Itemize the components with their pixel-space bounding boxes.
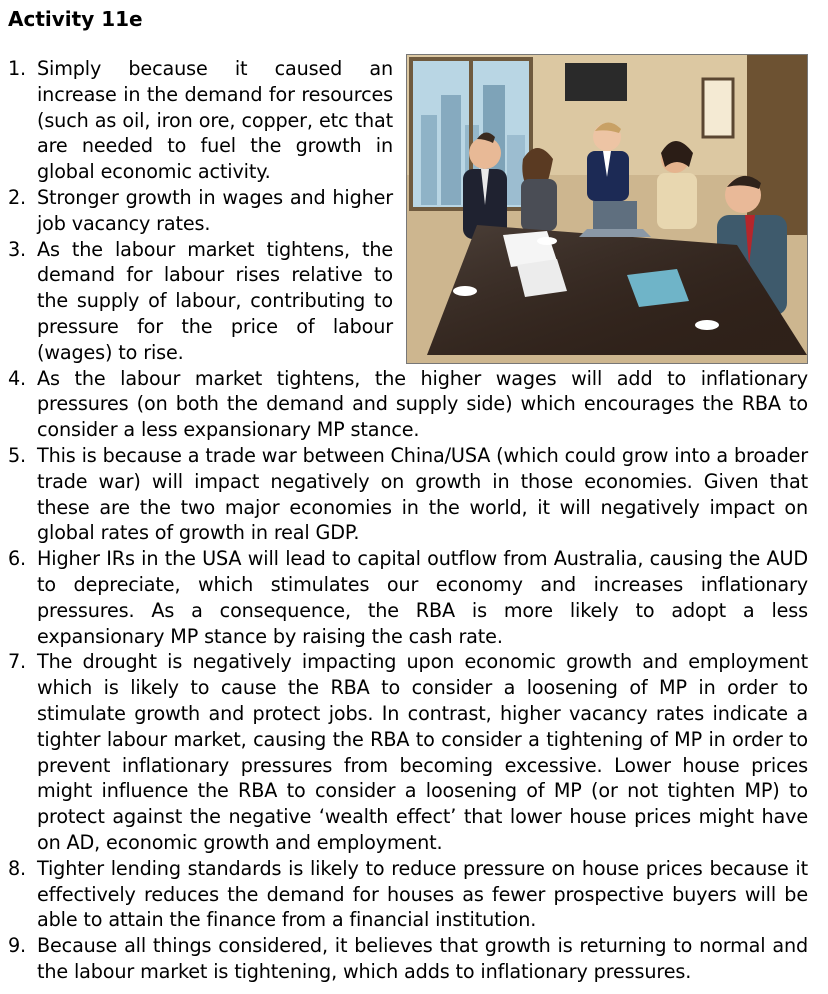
item-text: As the labour market tightens, the higher wages will add to inflationary pressures (on both the demand and supply side) which encourages the RBA to consider a less expansionary MP stance. bbox=[37, 366, 808, 442]
activity-title: Activity 11e bbox=[8, 7, 143, 31]
list-item bbox=[8, 237, 393, 366]
item-text: Tighter lending standards is likely to reduce pressure on house prices because it effectively reduces the demand for houses as fewer prospective buyers will be able to attain the finance from a financial institution. bbox=[37, 856, 808, 932]
item-number: 1. bbox=[8, 57, 27, 80]
item-number: 3. bbox=[8, 237, 27, 261]
item-text: Higher IRs in the USA will lead to capital outflow from Australia, causing the AUD to depreciate, which stimulates our economy and increases inflationary pressures. As a consequence, the RBA is more likely to adopt a less expansionary MP stance by raising the cash rate. bbox=[37, 547, 808, 648]
item-number: 5. bbox=[8, 443, 27, 467]
list-item bbox=[8, 185, 393, 237]
list-item bbox=[8, 56, 393, 185]
item-number: 9. bbox=[8, 934, 27, 958]
item-number: 4. bbox=[8, 366, 27, 390]
item-number: 8. bbox=[8, 856, 27, 880]
item-number: 6. bbox=[8, 547, 27, 571]
item-number: 7. bbox=[8, 650, 27, 674]
item-text: Simply because it caused an increase in the demand for resources (such as oil, iron ore, copper, etc that are needed to fuel the growth in global economic activity. bbox=[37, 57, 393, 184]
list-item bbox=[8, 649, 808, 855]
list-item bbox=[8, 856, 808, 933]
item-text: As the labour market tightens, the demand for labour rises relative to the supply of labour, contributing to pressure for the price of labour (wages) to rise. bbox=[37, 237, 393, 364]
list-item bbox=[8, 933, 808, 985]
list-item bbox=[8, 546, 808, 649]
item-number: 2. bbox=[8, 185, 27, 209]
answer-list bbox=[8, 56, 808, 985]
list-item bbox=[8, 366, 808, 443]
item-text: Stronger growth in wages and higher job vacancy rates. bbox=[37, 185, 393, 235]
item-text: Because all things considered, it believes that growth is returning to normal and the labour market is tightening, which adds to inflationary pressures. bbox=[37, 934, 808, 983]
item-text: The drought is negatively impacting upon economic growth and employment which is likely to cause the RBA to consider a loosening of MP in order to stimulate growth and protect jobs. In contrast, higher vacancy rates indicate a tighter labour market, causing the RBA to consider a tightening of MP in order to prevent inflationary pressures from becoming excessive. Lower house prices might influence the RBA to consider a loosening of MP (or not tighten MP) to protect against the negative ‘wealth effect’ that lower house prices might have on AD, economic growth and employment. bbox=[37, 650, 808, 854]
item-text: This is because a trade war between China/USA (which could grow into a broader trade war) will impact negatively on growth in those economies. Given that these are the two major economies in the world, it will negatively impact on global rates of growth in real GDP. bbox=[37, 443, 808, 545]
list-item bbox=[8, 443, 808, 546]
